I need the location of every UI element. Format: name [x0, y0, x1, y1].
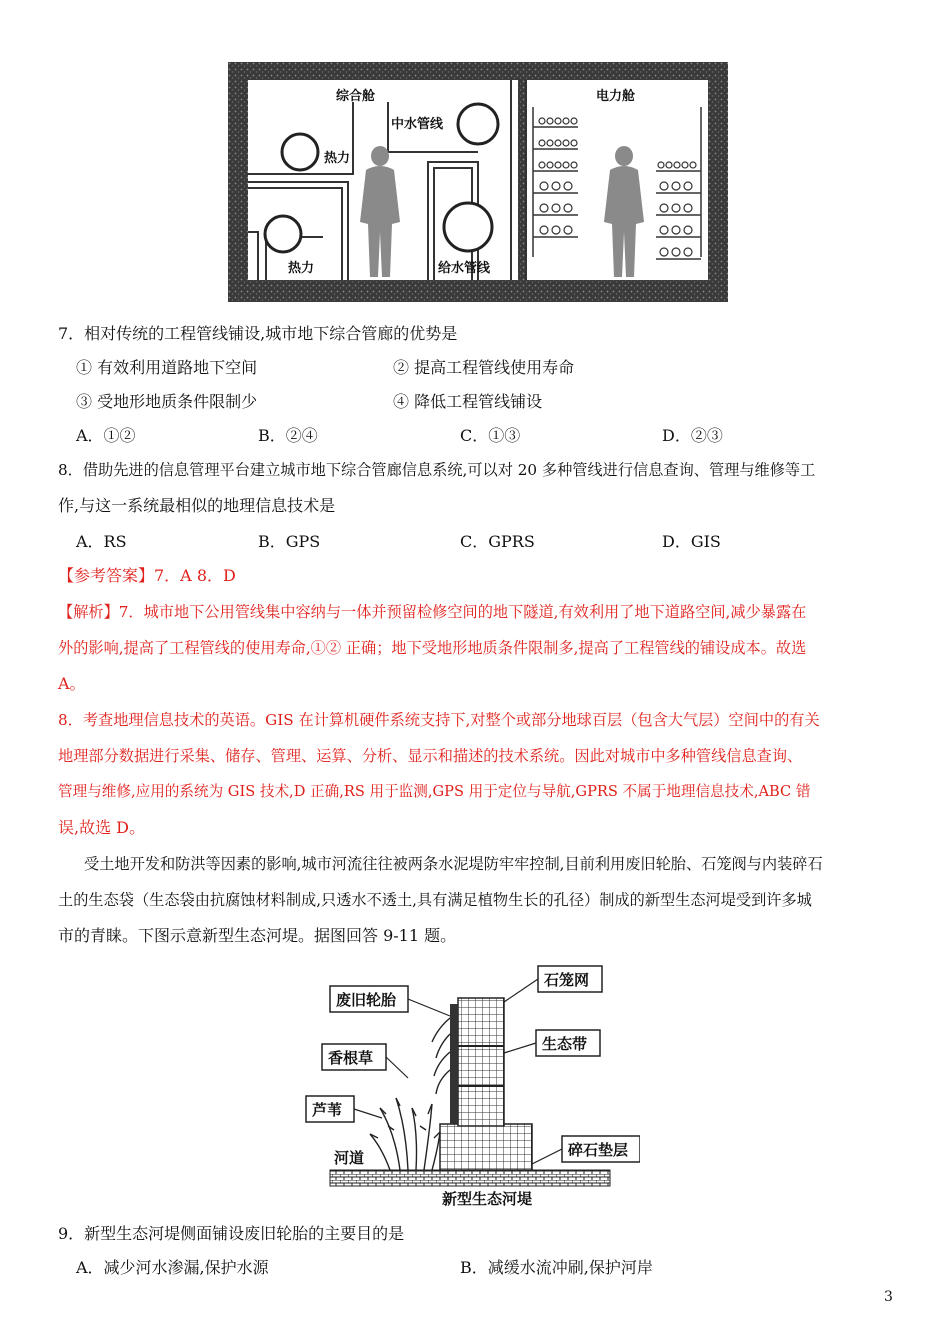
vegetation — [370, 1018, 450, 1170]
tire-strip — [450, 1004, 458, 1124]
q8-option-d: D．GIS — [662, 532, 721, 551]
label-eco-belt: 生态带 — [542, 1035, 588, 1053]
label-waste-tires: 废旧轮胎 — [336, 991, 397, 1009]
reference-answer: 【参考答案】7．A 8．D — [58, 566, 236, 585]
utility-tunnel-figure — [228, 62, 728, 302]
q8-option-b: B．GPS — [258, 532, 321, 551]
label-heat-bottom: 热力 — [288, 261, 315, 276]
analysis-line-4: 8．考查地理信息技术的英语。GIS 在计算机硬件系统支持下,对整个或部分地球百层（包含大气层）空间中的有关 — [58, 711, 820, 729]
gravel-layer — [440, 1124, 532, 1170]
eco-riverbank-figure — [300, 958, 640, 1210]
passage-line-1: 受土地开发和防洪等因素的影响,城市河流往往被两条水泥堤防牢牢控制,目前利用废旧轮胎、石笼阀与内装碎石 — [84, 855, 823, 873]
analysis-line-7: 误,故选 D。 — [58, 818, 146, 837]
analysis-line-2: 外的影响,提高了工程管线的使用寿命,①② 正确；地下受地形地质条件限制多,提高了工程管线的铺设成本。故选 — [58, 639, 807, 657]
q8-option-c: C．GPRS — [460, 532, 535, 551]
label-integrated-chamber: 综合舱 — [336, 89, 376, 104]
q8-stem-line1: 8．借助先进的信息管理平台建立城市地下综合管廊信息系统,可以对 20 多种管线进行信息查询、管理与维修等工 — [58, 461, 816, 479]
analysis-line-1: 【解析】7．城市地下公用管线集中容纳与一体并预留检修空间的地下隧道,有效利用了地下道路空间,减少暴露在 — [58, 603, 807, 621]
q9-option-a: A．减少河水渗漏,保护水源 — [76, 1258, 269, 1277]
heat-pipe-bottom — [265, 216, 301, 252]
ground-base — [330, 1170, 610, 1186]
q7-option-b: B．②④ — [258, 426, 318, 445]
q7-option-c: C．①③ — [460, 426, 521, 445]
label-gravel-layer: 碎石垫层 — [568, 1141, 629, 1159]
label-water-supply: 给水管线 — [438, 261, 491, 276]
label-river-channel: 河道 — [334, 1149, 365, 1167]
water-supply-pipe — [444, 203, 492, 251]
q7-item-2: ② 提高工程管线使用寿命 — [393, 358, 575, 377]
gabion-column — [458, 998, 504, 1126]
q8-option-a: A．RS — [76, 532, 127, 551]
reclaimed-water-pipe — [458, 104, 498, 144]
label-heat-top: 热力 — [324, 151, 351, 166]
q9-stem: 9．新型生态河堤侧面铺设废旧轮胎的主要目的是 — [58, 1224, 405, 1243]
q9-option-b: B．减缓水流冲刷,保护河岸 — [460, 1258, 653, 1277]
q7-option-a: A．①② — [76, 426, 136, 445]
label-reed: 芦苇 — [312, 1101, 343, 1119]
q7-item-3: ③ 受地形地质条件限制少 — [76, 392, 258, 411]
page-number: 3 — [884, 1289, 893, 1305]
label-gabion-net: 石笼网 — [544, 971, 590, 989]
q7-item-1: ① 有效利用道路地下空间 — [76, 358, 258, 377]
analysis-line-5: 地理部分数据进行采集、储存、管理、运算、分析、显示和描述的技术系统。因此对城市中多种管线信息查询、 — [58, 747, 803, 765]
analysis-line-6: 管理与维修,应用的系统为 GIS 技术,D 正确,RS 用于监测,GPS 用于定位与导航,GPRS 不属于地理信息技术,ABC 错 — [58, 783, 811, 800]
q7-stem: 7．相对传统的工程管线铺设,城市地下综合管廊的优势是 — [58, 324, 458, 343]
label-reclaimed-water: 中水管线 — [391, 117, 444, 132]
q7-option-d: D．②③ — [662, 426, 723, 445]
q7-item-4: ④ 降低工程管线铺设 — [393, 392, 543, 411]
passage-line-3: 市的青睐。下图示意新型生态河堤。据图回答 9-11 题。 — [58, 926, 457, 945]
q8-stem-line2: 作,与这一系统最相似的地理信息技术是 — [58, 496, 336, 515]
passage-line-2: 土的生态袋（生态袋由抗腐蚀材料制成,只透水不透土,具有满足植物生长的孔径）制成的新型生态河堤受到许多城 — [58, 891, 812, 909]
label-power-chamber: 电力舱 — [596, 89, 636, 104]
label-vetiver: 香根草 — [328, 1049, 374, 1067]
figure2-caption: 新型生态河堤 — [442, 1190, 533, 1208]
heat-pipe-top — [282, 134, 318, 170]
analysis-line-3: A。 — [58, 674, 86, 693]
